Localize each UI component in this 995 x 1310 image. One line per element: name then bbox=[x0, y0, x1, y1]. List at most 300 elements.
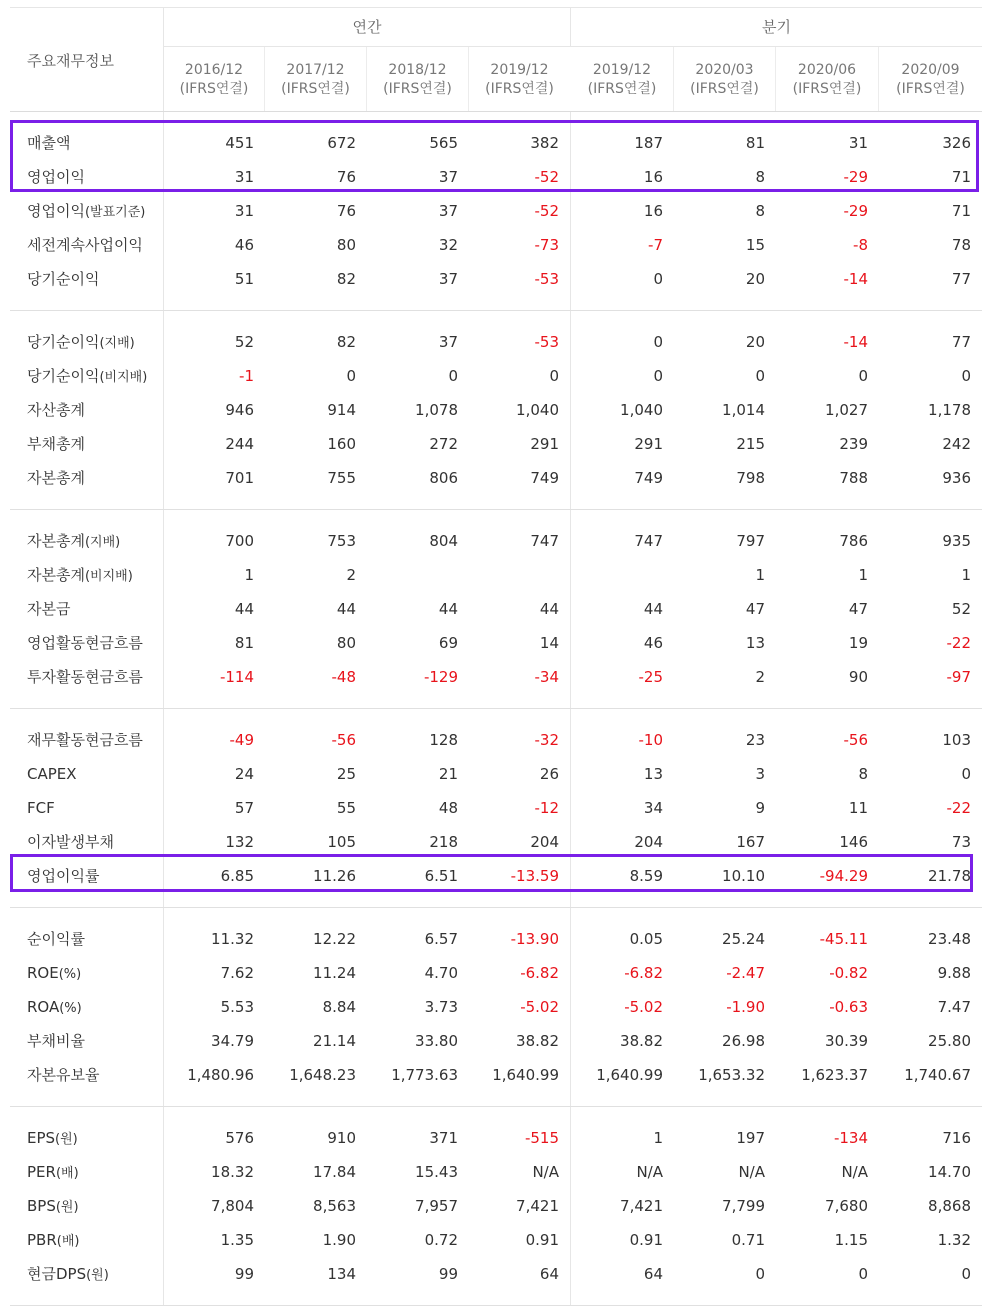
value-cell: 204 bbox=[530, 833, 559, 851]
value-cell: 272 bbox=[429, 435, 458, 453]
value-cell: 0 bbox=[755, 367, 765, 385]
table-section bbox=[10, 311, 982, 510]
value-cell: 804 bbox=[429, 532, 458, 550]
value-cell: 1 bbox=[961, 566, 971, 584]
table-section bbox=[10, 1107, 982, 1306]
value-cell: 1 bbox=[653, 1129, 663, 1147]
value-cell: 37 bbox=[438, 168, 458, 186]
value-cell: 1,640.99 bbox=[596, 1066, 663, 1084]
row-label-unit: (지배) bbox=[99, 336, 135, 351]
column-basis: (IFRS연결) bbox=[485, 81, 554, 97]
value-cell: -14 bbox=[843, 333, 868, 351]
row-label bbox=[27, 461, 85, 495]
column-basis: (IFRS연결) bbox=[896, 81, 965, 97]
value-cell: 204 bbox=[634, 833, 663, 851]
value-cell: -134 bbox=[833, 1129, 868, 1147]
row-label-text: 재무활동현금흐름 bbox=[27, 731, 143, 749]
row-label-text: 부채총계 bbox=[27, 435, 85, 453]
value-cell: 371 bbox=[429, 1129, 458, 1147]
value-cell: -129 bbox=[423, 668, 458, 686]
value-cell: 69 bbox=[438, 634, 458, 652]
value-cell: 8.84 bbox=[322, 998, 356, 1016]
value-cell: 48 bbox=[438, 799, 458, 817]
value-cell: 7,799 bbox=[722, 1197, 765, 1215]
row-label bbox=[27, 1121, 78, 1155]
row-label bbox=[27, 922, 85, 956]
value-cell: 82 bbox=[336, 333, 356, 351]
value-cell: 31 bbox=[234, 202, 254, 220]
table-row bbox=[10, 791, 982, 825]
row-label-text: 영업이익 bbox=[27, 168, 85, 186]
value-cell: 73 bbox=[951, 833, 971, 851]
value-cell: -22 bbox=[946, 634, 971, 652]
table-row bbox=[10, 1223, 982, 1257]
value-cell: -49 bbox=[229, 731, 254, 749]
table-row bbox=[10, 1257, 982, 1291]
row-label-text: FCF bbox=[27, 799, 55, 817]
value-cell: 1,014 bbox=[722, 401, 765, 419]
value-cell: N/A bbox=[738, 1163, 765, 1181]
value-cell: 80 bbox=[336, 634, 356, 652]
value-cell: 1,640.99 bbox=[492, 1066, 559, 1084]
value-cell: -13.59 bbox=[510, 867, 559, 885]
column-header bbox=[164, 47, 265, 111]
value-cell: 105 bbox=[327, 833, 356, 851]
value-cell: -1 bbox=[239, 367, 254, 385]
value-cell: -13.90 bbox=[510, 930, 559, 948]
value-cell: 25 bbox=[336, 765, 356, 783]
value-cell: 291 bbox=[634, 435, 663, 453]
value-cell: -94.29 bbox=[819, 867, 868, 885]
value-cell: -56 bbox=[843, 731, 868, 749]
value-cell: 786 bbox=[839, 532, 868, 550]
row-label-text: CAPEX bbox=[27, 765, 77, 783]
value-cell: 382 bbox=[530, 134, 559, 152]
value-cell: 20 bbox=[745, 333, 765, 351]
value-cell: 6.85 bbox=[220, 867, 254, 885]
value-cell: 16 bbox=[643, 168, 663, 186]
table-row bbox=[10, 126, 982, 160]
table-row bbox=[10, 1121, 982, 1155]
value-cell: -6.82 bbox=[520, 964, 559, 982]
value-cell: 81 bbox=[234, 634, 254, 652]
row-label bbox=[27, 757, 77, 791]
value-cell: 44 bbox=[336, 600, 356, 618]
value-cell: -25 bbox=[638, 668, 663, 686]
value-cell: 242 bbox=[942, 435, 971, 453]
column-period: 2016/12 bbox=[184, 62, 244, 78]
column-basis: (IFRS연결) bbox=[690, 81, 759, 97]
row-label bbox=[27, 1189, 79, 1223]
value-cell: 37 bbox=[438, 270, 458, 288]
value-cell: 44 bbox=[234, 600, 254, 618]
table-row bbox=[10, 859, 982, 893]
row-label-text: ROA bbox=[27, 998, 60, 1016]
value-cell: -515 bbox=[524, 1129, 559, 1147]
table-row bbox=[10, 1189, 982, 1223]
value-cell: -12 bbox=[534, 799, 559, 817]
row-label-unit: (배) bbox=[55, 1166, 79, 1181]
value-cell: -29 bbox=[843, 168, 868, 186]
row-label-header bbox=[10, 8, 164, 111]
row-label-text: 자본총계 bbox=[27, 532, 85, 550]
value-cell: 18.32 bbox=[211, 1163, 254, 1181]
value-cell: 0.71 bbox=[731, 1231, 765, 1249]
value-cell: 1,178 bbox=[928, 401, 971, 419]
row-label bbox=[27, 393, 85, 427]
row-label bbox=[27, 723, 143, 757]
value-cell: 0 bbox=[549, 367, 559, 385]
row-label bbox=[27, 262, 99, 296]
value-cell: -97 bbox=[946, 668, 971, 686]
value-cell: 30.39 bbox=[825, 1032, 868, 1050]
value-cell: 1,040 bbox=[620, 401, 663, 419]
value-cell: 128 bbox=[429, 731, 458, 749]
value-cell: N/A bbox=[532, 1163, 559, 1181]
value-cell: 20 bbox=[745, 270, 765, 288]
value-cell: 197 bbox=[736, 1129, 765, 1147]
value-cell: 1,653.32 bbox=[698, 1066, 765, 1084]
value-cell: 0 bbox=[653, 270, 663, 288]
value-cell: 82 bbox=[336, 270, 356, 288]
table-row bbox=[10, 1058, 982, 1092]
column-period: 2020/03 bbox=[695, 62, 754, 78]
value-cell: 103 bbox=[942, 731, 971, 749]
value-cell: 17.84 bbox=[313, 1163, 356, 1181]
table-row bbox=[10, 325, 982, 359]
value-cell: 0.91 bbox=[525, 1231, 559, 1249]
value-cell: 76 bbox=[336, 168, 356, 186]
value-cell: -53 bbox=[534, 270, 559, 288]
row-label-text: 당기순이익 bbox=[27, 367, 100, 385]
value-cell: 0.72 bbox=[424, 1231, 458, 1249]
value-cell: 7,957 bbox=[415, 1197, 458, 1215]
column-header bbox=[776, 47, 879, 111]
value-cell: 565 bbox=[429, 134, 458, 152]
table-row bbox=[10, 194, 982, 228]
value-cell: -34 bbox=[534, 668, 559, 686]
value-cell: 10.10 bbox=[722, 867, 765, 885]
value-cell: 80 bbox=[336, 236, 356, 254]
row-label bbox=[27, 626, 143, 660]
value-cell: 291 bbox=[530, 435, 559, 453]
quarter-group-header: 분기 bbox=[571, 8, 982, 47]
value-cell: 239 bbox=[839, 435, 868, 453]
value-cell: 21.78 bbox=[928, 867, 971, 885]
table-row bbox=[10, 427, 982, 461]
value-cell: 64 bbox=[539, 1265, 559, 1283]
row-label-text: 순이익률 bbox=[27, 930, 85, 948]
table-row bbox=[10, 825, 982, 859]
value-cell: 8.59 bbox=[629, 867, 663, 885]
row-label bbox=[27, 859, 99, 893]
table-section bbox=[10, 908, 982, 1107]
value-cell: 90 bbox=[848, 668, 868, 686]
value-cell: 134 bbox=[327, 1265, 356, 1283]
value-cell: 21 bbox=[438, 765, 458, 783]
value-cell: 32 bbox=[438, 236, 458, 254]
table-row bbox=[10, 262, 982, 296]
value-cell: N/A bbox=[841, 1163, 868, 1181]
value-cell: 167 bbox=[736, 833, 765, 851]
row-label bbox=[27, 791, 55, 825]
value-cell: 13 bbox=[745, 634, 765, 652]
value-cell: 1 bbox=[755, 566, 765, 584]
value-cell: 15.43 bbox=[415, 1163, 458, 1181]
row-label-text: 이자발생부채 bbox=[27, 833, 114, 851]
table-row bbox=[10, 524, 982, 558]
value-cell: 7,421 bbox=[620, 1197, 663, 1215]
column-period: 2019/12 bbox=[592, 62, 652, 78]
value-cell: -73 bbox=[534, 236, 559, 254]
value-cell: -0.82 bbox=[829, 964, 868, 982]
table-row bbox=[10, 558, 982, 592]
value-cell: 14 bbox=[539, 634, 559, 652]
value-cell: 914 bbox=[327, 401, 356, 419]
value-cell: 8,563 bbox=[313, 1197, 356, 1215]
value-cell: 38.82 bbox=[516, 1032, 559, 1050]
row-label-unit: (%) bbox=[58, 967, 82, 982]
value-cell: 797 bbox=[736, 532, 765, 550]
value-cell: 64 bbox=[643, 1265, 663, 1283]
value-cell: 0 bbox=[653, 367, 663, 385]
row-label bbox=[27, 524, 120, 558]
financial-summary-table bbox=[10, 7, 982, 1306]
row-label bbox=[27, 660, 143, 694]
column-header bbox=[469, 47, 570, 111]
value-cell: 44 bbox=[643, 600, 663, 618]
row-label bbox=[27, 1155, 79, 1189]
value-cell: 1.15 bbox=[834, 1231, 868, 1249]
value-cell: 935 bbox=[942, 532, 971, 550]
value-cell: -5.02 bbox=[520, 998, 559, 1016]
value-cell: 99 bbox=[438, 1265, 458, 1283]
table-row bbox=[10, 956, 982, 990]
table-row bbox=[10, 393, 982, 427]
value-cell bbox=[367, 558, 469, 592]
value-cell: 3.73 bbox=[424, 998, 458, 1016]
value-cell: 5.53 bbox=[220, 998, 254, 1016]
row-label bbox=[27, 558, 133, 592]
value-cell: 44 bbox=[539, 600, 559, 618]
value-cell: 77 bbox=[951, 333, 971, 351]
column-period: 2020/09 bbox=[901, 62, 960, 78]
value-cell: 1,027 bbox=[825, 401, 868, 419]
table-row bbox=[10, 757, 982, 791]
column-period: 2017/12 bbox=[286, 62, 345, 78]
value-cell: 47 bbox=[745, 600, 765, 618]
value-cell: -6.82 bbox=[624, 964, 663, 982]
table-row bbox=[10, 228, 982, 262]
value-cell: 8,868 bbox=[928, 1197, 971, 1215]
value-cell: 26.98 bbox=[722, 1032, 765, 1050]
value-cell: 21.14 bbox=[313, 1032, 356, 1050]
row-label-text: PER bbox=[27, 1163, 56, 1181]
value-cell: 23.48 bbox=[928, 930, 971, 948]
value-cell: 25.24 bbox=[722, 930, 765, 948]
value-cell: 2 bbox=[755, 668, 765, 686]
row-label bbox=[27, 325, 135, 359]
value-cell: 51 bbox=[234, 270, 254, 288]
value-cell: 0 bbox=[961, 367, 971, 385]
value-cell: 7.62 bbox=[220, 964, 254, 982]
table-row bbox=[10, 990, 982, 1024]
value-cell: 936 bbox=[942, 469, 971, 487]
value-cell: 78 bbox=[951, 236, 971, 254]
annual-group-header: 연간 bbox=[164, 8, 571, 47]
row-label bbox=[27, 592, 70, 626]
value-cell: 71 bbox=[951, 168, 971, 186]
value-cell: 1,648.23 bbox=[289, 1066, 356, 1084]
value-cell: 33.80 bbox=[415, 1032, 458, 1050]
value-cell: 2 bbox=[346, 566, 356, 584]
value-cell: 11.24 bbox=[313, 964, 356, 982]
value-cell: 672 bbox=[327, 134, 356, 152]
value-cell: -1.90 bbox=[726, 998, 765, 1016]
row-label-unit: (%) bbox=[59, 1001, 82, 1016]
value-cell: 0 bbox=[961, 1265, 971, 1283]
row-label-unit: (배) bbox=[56, 1234, 80, 1249]
value-cell: 1,480.96 bbox=[187, 1066, 254, 1084]
value-cell: 0 bbox=[858, 1265, 868, 1283]
value-cell: 16 bbox=[643, 202, 663, 220]
value-cell: 7,680 bbox=[825, 1197, 868, 1215]
value-cell bbox=[469, 558, 570, 592]
row-label-text: PBR bbox=[27, 1231, 57, 1249]
table-row bbox=[10, 160, 982, 194]
value-cell: 15 bbox=[745, 236, 765, 254]
value-cell: 244 bbox=[225, 435, 254, 453]
value-cell: 55 bbox=[336, 799, 356, 817]
value-cell: 218 bbox=[429, 833, 458, 851]
value-cell: 19 bbox=[848, 634, 868, 652]
value-cell: 8 bbox=[755, 168, 765, 186]
value-cell: 37 bbox=[438, 202, 458, 220]
value-cell: 52 bbox=[951, 600, 971, 618]
column-header bbox=[265, 47, 367, 111]
row-label bbox=[27, 126, 70, 160]
column-header bbox=[367, 47, 469, 111]
row-label-unit: (발표기준) bbox=[84, 205, 146, 220]
value-cell: 753 bbox=[327, 532, 356, 550]
value-cell: N/A bbox=[636, 1163, 663, 1181]
value-cell: -0.63 bbox=[829, 998, 868, 1016]
column-header bbox=[879, 47, 982, 111]
value-cell: 38.82 bbox=[620, 1032, 663, 1050]
row-label bbox=[27, 160, 85, 194]
row-label-text: 영업활동현금흐름 bbox=[27, 634, 143, 652]
value-cell: 0 bbox=[346, 367, 356, 385]
value-cell: 6.51 bbox=[424, 867, 458, 885]
value-cell: -22 bbox=[946, 799, 971, 817]
row-label bbox=[27, 1257, 109, 1291]
value-cell: -53 bbox=[534, 333, 559, 351]
value-cell: 47 bbox=[848, 600, 868, 618]
row-label bbox=[27, 990, 82, 1024]
value-cell: 1,078 bbox=[415, 401, 458, 419]
value-cell: 788 bbox=[839, 469, 868, 487]
value-cell: 0 bbox=[961, 765, 971, 783]
value-cell: 0 bbox=[448, 367, 458, 385]
value-cell: -52 bbox=[534, 168, 559, 186]
column-header bbox=[571, 47, 674, 111]
value-cell: 0 bbox=[653, 333, 663, 351]
value-cell: 26 bbox=[539, 765, 559, 783]
value-cell: 451 bbox=[225, 134, 254, 152]
value-cell: 747 bbox=[530, 532, 559, 550]
value-cell: -56 bbox=[331, 731, 356, 749]
value-cell: -52 bbox=[534, 202, 559, 220]
value-cell: 215 bbox=[736, 435, 765, 453]
value-cell: 11.26 bbox=[313, 867, 356, 885]
column-period: 2019/12 bbox=[490, 62, 549, 78]
value-cell: 1 bbox=[858, 566, 868, 584]
value-cell: 3 bbox=[755, 765, 765, 783]
value-cell: 1,623.37 bbox=[801, 1066, 868, 1084]
column-period: 2018/12 bbox=[388, 62, 447, 78]
value-cell: 8 bbox=[858, 765, 868, 783]
row-label-unit: (비지배) bbox=[99, 370, 148, 385]
table-header bbox=[10, 7, 982, 112]
value-cell: 132 bbox=[225, 833, 254, 851]
row-label-text: EPS bbox=[27, 1129, 56, 1147]
value-cell: 747 bbox=[634, 532, 663, 550]
value-cell: -2.47 bbox=[726, 964, 765, 982]
row-label-text: 당기순이익 bbox=[27, 333, 100, 351]
value-cell: 1,773.63 bbox=[391, 1066, 458, 1084]
column-basis: (IFRS연결) bbox=[383, 81, 452, 97]
value-cell: 749 bbox=[530, 469, 559, 487]
value-cell: -7 bbox=[648, 236, 663, 254]
value-cell: -14 bbox=[843, 270, 868, 288]
value-cell: 0 bbox=[755, 1265, 765, 1283]
table-row bbox=[10, 1155, 982, 1189]
row-label-text: 자본유보율 bbox=[27, 1066, 100, 1084]
value-cell: 12.22 bbox=[313, 930, 356, 948]
value-cell: 13 bbox=[643, 765, 663, 783]
value-cell: 14.70 bbox=[928, 1163, 971, 1181]
row-label-header-text: 주요재무정보 bbox=[27, 52, 114, 70]
value-cell: 0.05 bbox=[629, 930, 663, 948]
value-cell: 1,040 bbox=[516, 401, 559, 419]
value-cell: 23 bbox=[745, 731, 765, 749]
value-cell: 9 bbox=[755, 799, 765, 817]
value-cell: -5.02 bbox=[624, 998, 663, 1016]
row-label-text: 부채비율 bbox=[27, 1032, 85, 1050]
row-label-text: 자본금 bbox=[27, 600, 71, 618]
value-cell: 798 bbox=[736, 469, 765, 487]
value-cell: -48 bbox=[331, 668, 356, 686]
row-label-text: 당기순이익 bbox=[27, 270, 100, 288]
row-label bbox=[27, 956, 81, 990]
column-header bbox=[674, 47, 776, 111]
value-cell: 7,421 bbox=[516, 1197, 559, 1215]
row-label-unit: (원) bbox=[55, 1200, 79, 1215]
value-cell: 910 bbox=[327, 1129, 356, 1147]
value-cell: 755 bbox=[327, 469, 356, 487]
value-cell: 37 bbox=[438, 333, 458, 351]
table-section bbox=[10, 112, 982, 311]
value-cell: 46 bbox=[234, 236, 254, 254]
value-cell: 34.79 bbox=[211, 1032, 254, 1050]
value-cell: 24 bbox=[234, 765, 254, 783]
row-label bbox=[27, 194, 145, 228]
value-cell: 7,804 bbox=[211, 1197, 254, 1215]
value-cell: 326 bbox=[942, 134, 971, 152]
value-cell: 57 bbox=[234, 799, 254, 817]
value-cell: 46 bbox=[643, 634, 663, 652]
row-label-text: 자산총계 bbox=[27, 401, 85, 419]
